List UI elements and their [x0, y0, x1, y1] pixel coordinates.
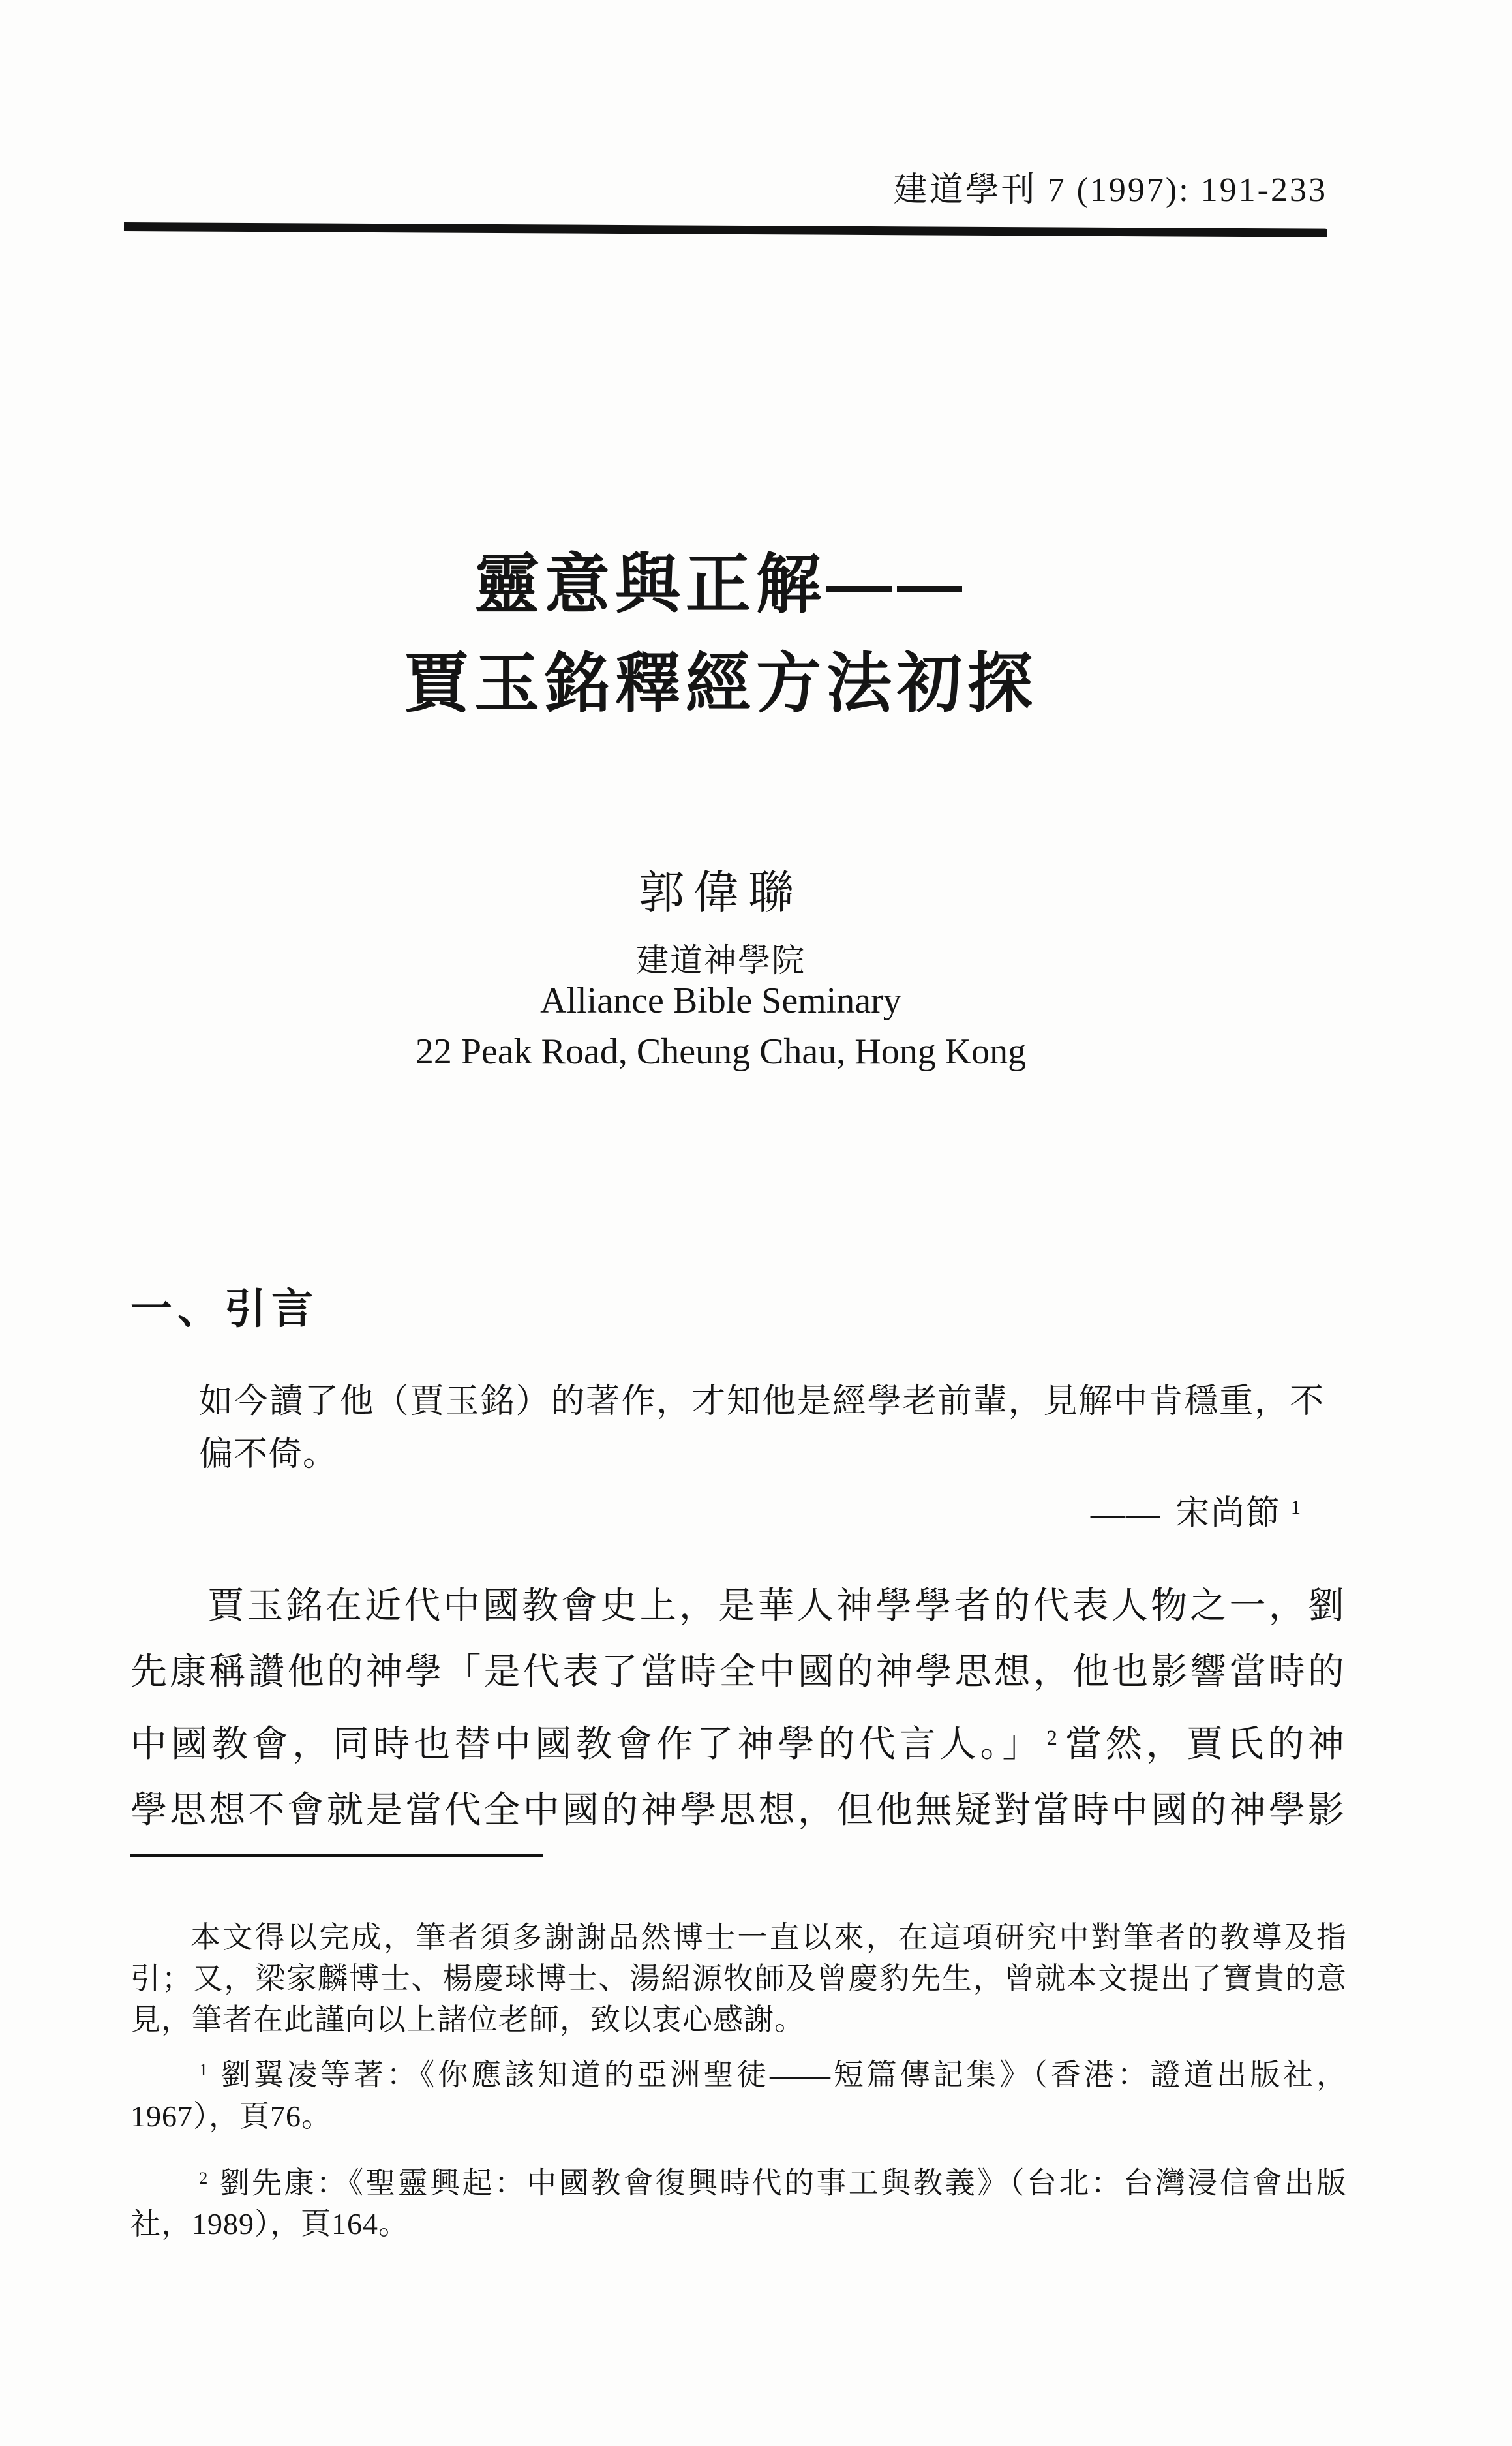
quote-attribution: [199, 1481, 1324, 1540]
author-name: 郭偉聯: [639, 868, 803, 919]
footnote-1-marker: 1: [199, 2060, 208, 2079]
footnote-acknowledgment: [130, 1917, 1347, 2040]
footnote-text: 劉先康：《聖靈興起：中國教會復興時代的事工與教義》（台北：台灣浸信會出版: [218, 2166, 1347, 2200]
footnote-2: [130, 2158, 1347, 2245]
footnote-ref-1: 1: [1290, 1496, 1301, 1518]
body-line-segment: 當然，賈氏的神: [1063, 1724, 1348, 1765]
body-line-segment: 中國教會，同時也替中國教會作了神學的代言人。」: [130, 1724, 1043, 1765]
quote-line: 如今讀了他（賈玉銘）的著作，才知他是經學老前輩，見解中肯穩重，不: [199, 1383, 1324, 1420]
footnote-line: 引；又，梁家麟博士、楊慶球博士、湯紹源牧師及曾慶豹先生，曾就本文提出了寶貴的意: [130, 1962, 1347, 1995]
body-paragraph: [130, 1574, 1347, 1844]
footnote-1: [130, 2049, 1347, 2137]
footnote-line: 本文得以完成，筆者須多謝謝品然博士一直以來，在這項研究中對筆者的教導及指: [190, 1921, 1347, 1954]
section-heading-introduction: 一、引言: [130, 1285, 318, 1332]
body-line: 賈玉銘在近代中國教會史上，是華人神學學者的代表人物之一，劉: [207, 1586, 1347, 1627]
footnote-line: 社，1989），頁164。: [130, 2207, 409, 2241]
affiliation-chinese: 建道神學院: [636, 942, 806, 979]
article-title-line-1: 靈意與正解——: [474, 548, 967, 621]
journal-citation: 建道學刊 7 (1997): 191-233: [893, 172, 1327, 209]
footnote-ref-2: 2: [1046, 1726, 1057, 1750]
body-line: 學思想不會就是當代全中國的神學思想，但他無疑對當時中國的神學影: [130, 1790, 1347, 1831]
footnotes: [130, 1917, 1347, 2244]
header-rule: [124, 222, 1327, 237]
quote-line: 偏不倚。: [199, 1436, 338, 1473]
footnote-line: [130, 2049, 1347, 2096]
body-line: [130, 1705, 1347, 1778]
footnote-separator-rule: [130, 1854, 543, 1857]
footnote-line: [130, 2158, 1347, 2204]
attribution-dash: ——: [1090, 1495, 1161, 1533]
footnote-2-marker: 2: [199, 2167, 208, 2188]
article-title: [36, 535, 1406, 733]
affiliation-address: 22 Peak Road, Cheung Chau, Hong Kong: [415, 1032, 1027, 1072]
epigraph-quote: [199, 1375, 1324, 1540]
footnote-text: 劉翼凌等著：《你應該知道的亞洲聖徒——短篇傳記集》（香港：證道出版社，: [218, 2058, 1347, 2092]
affiliation-english: Alliance Bible Seminary: [540, 981, 901, 1021]
footnote-line: 1967），頁76。: [130, 2099, 332, 2133]
attribution-name: 宋尚節: [1175, 1495, 1281, 1533]
body-line: 先康稱讚他的神學「是代表了當時全中國的神學思想，他也影響當時的: [130, 1652, 1347, 1692]
article-title-line-2: 賈玉銘釋經方法初探: [404, 647, 1038, 720]
footnote-line: 見，筆者在此謹向以上諸位老師，致以衷心感謝。: [130, 2003, 805, 2036]
